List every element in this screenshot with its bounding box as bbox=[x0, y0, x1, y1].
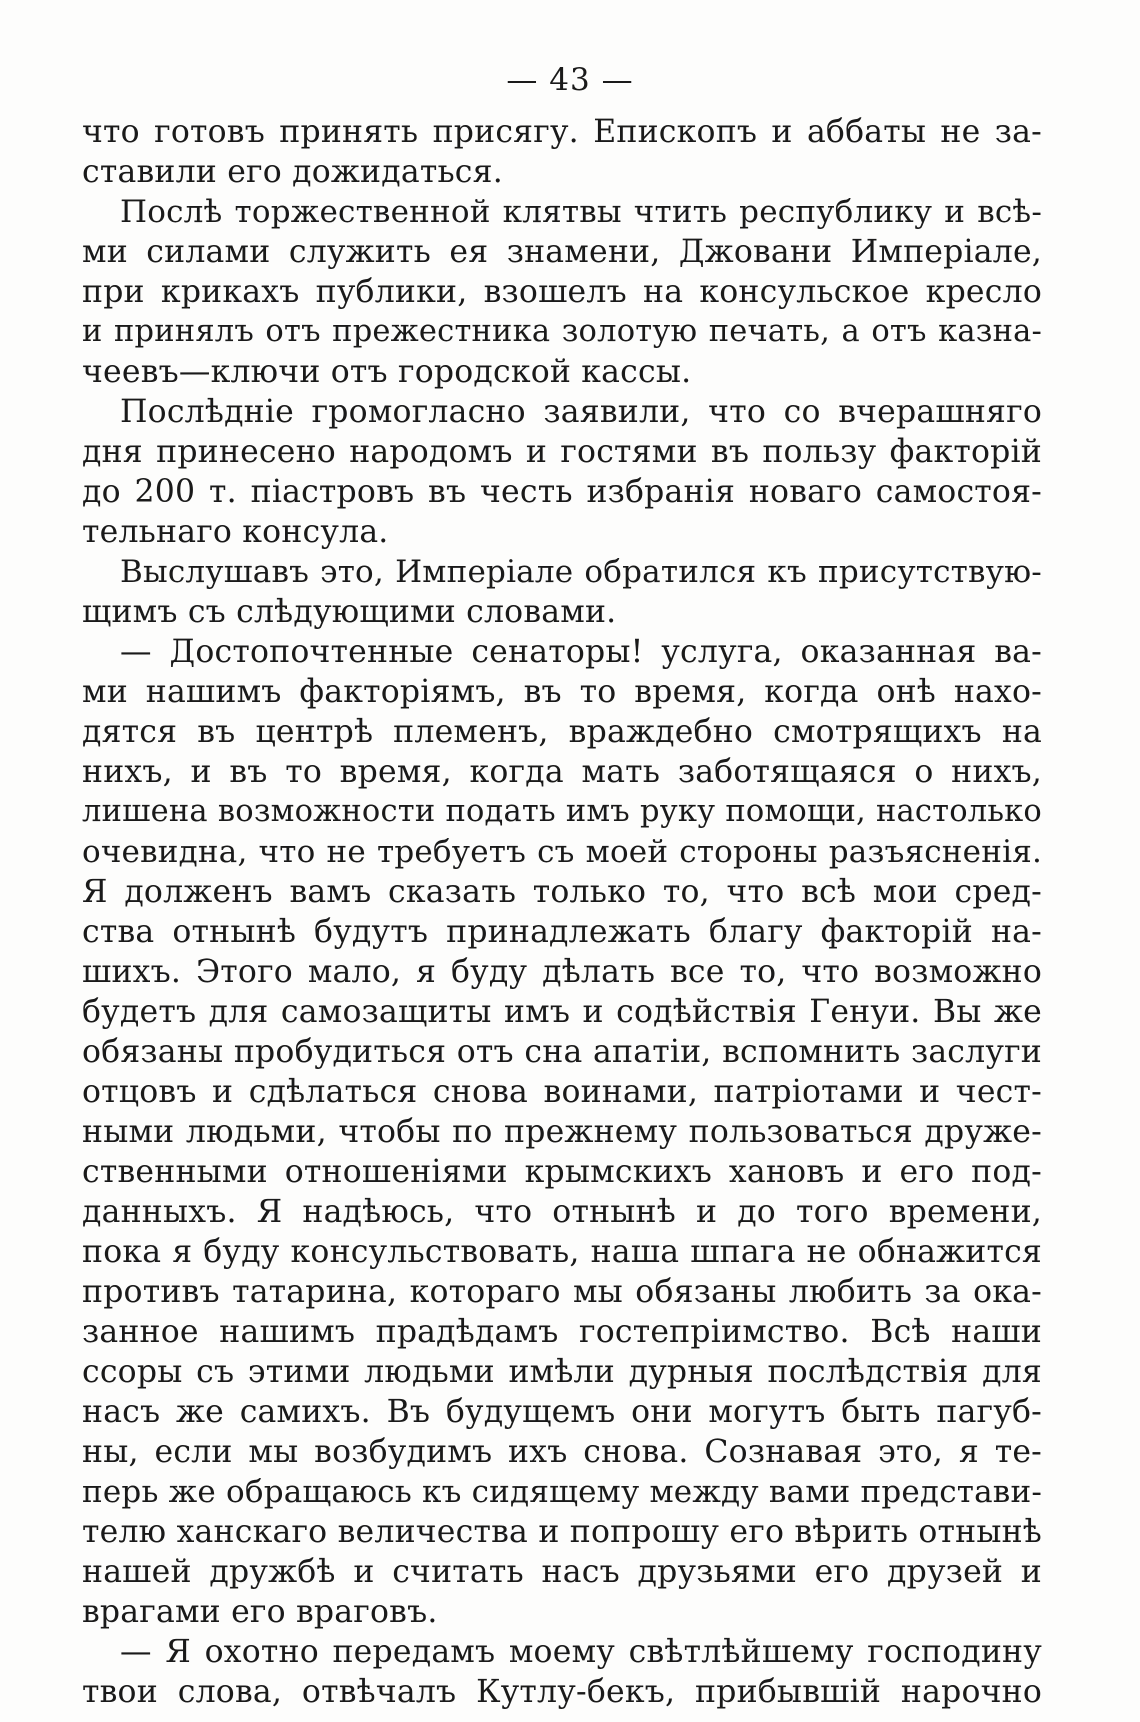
text-line: ственными отношенiями крымскихъ хановъ и его под- bbox=[82, 1154, 1042, 1190]
text-line: противъ татарина, котораго мы обязаны любить за ока- bbox=[82, 1274, 1042, 1310]
text-line: ми силами служить ея знамени, Джовани Имперiале, bbox=[82, 234, 1042, 270]
text-line: тельнаго консула. bbox=[82, 514, 389, 550]
page-body-text bbox=[82, 112, 1042, 1712]
text-line: — Я охотно передамъ моему свѣтлѣйшему господину bbox=[120, 1634, 1042, 1670]
paragraph bbox=[82, 552, 1042, 632]
text-line: обязаны пробудиться отъ сна апатiи, вспомнить заслуги bbox=[82, 1034, 1042, 1070]
text-line: занное нашимъ прадѣдамъ гостепрiимство. Всѣ наши bbox=[82, 1314, 1042, 1350]
text-line: до 200 т. пiастровъ въ честь избранiя новаго самостоя- bbox=[82, 474, 1042, 510]
paragraph bbox=[82, 192, 1042, 392]
text-line: что готовъ принять присягу. Епископъ и аббаты не за- bbox=[82, 114, 1042, 150]
text-line: лишена возможности подать имъ руку помощи, настолько bbox=[82, 794, 1042, 829]
text-line: ставили его дожидаться. bbox=[82, 154, 503, 190]
text-line: Послѣ торжественной клятвы чтить республику и всѣ- bbox=[120, 194, 1042, 230]
text-line: нихъ, и въ то время, когда мать заботящаяся о нихъ, bbox=[82, 754, 1042, 790]
text-line: будетъ для самозащиты имъ и содѣйствiя Генуи. Вы же bbox=[82, 994, 1042, 1030]
text-line: пока я буду консульствовать, наша шпага не обнажится bbox=[82, 1234, 1042, 1270]
text-line: перь же обращаюсь къ сидящему между вами представи- bbox=[82, 1474, 1042, 1510]
text-line: ссоры съ этими людьми имѣли дурныя послѣдствiя для bbox=[82, 1354, 1042, 1390]
text-line: нашей дружбѣ и считать насъ друзьями его друзей и bbox=[82, 1554, 1042, 1590]
text-line: — Достопочтенные сенаторы! услуга, оказанная ва- bbox=[120, 634, 1042, 670]
page-number: — 43 — bbox=[506, 62, 634, 98]
text-line: Послѣднiе громогласно заявили, что со вчерашняго bbox=[120, 394, 1042, 430]
text-line: при крикахъ публики, взошелъ на консульское кресло bbox=[82, 274, 1042, 310]
text-line: чеевъ—ключи отъ городской кассы. bbox=[82, 354, 692, 390]
text-line: ми нашимъ факторiямъ, въ то время, когда онѣ нахо- bbox=[82, 674, 1042, 710]
text-line: врагами его враговъ. bbox=[82, 1594, 438, 1630]
text-line: ны, если мы возбудимъ ихъ снова. Сознавая это, я те- bbox=[82, 1434, 1042, 1470]
text-line: телю ханскаго величества и попрошу его вѣрить отнынѣ bbox=[82, 1514, 1042, 1550]
paragraph bbox=[82, 632, 1042, 1632]
text-line: твои слова, отвѣчалъ Кутлу-бекъ, прибывшiй нарочно bbox=[82, 1674, 1042, 1710]
text-line: шихъ. Этого мало, я буду дѣлать все то, что возможно bbox=[82, 954, 1042, 990]
text-line: дятся въ центрѣ племенъ, враждебно смотрящихъ на bbox=[82, 714, 1042, 750]
text-line: Выслушавъ это, Имперiале обратился къ присутствую- bbox=[120, 554, 1042, 590]
text-line: данныхъ. Я надѣюсь, что отнынѣ и до того времени, bbox=[82, 1194, 1042, 1230]
text-line: ства отнынѣ будутъ принадлежать благу факторiй на- bbox=[82, 914, 1042, 950]
text-line: Я долженъ вамъ сказать только то, что всѣ мои сред- bbox=[82, 874, 1042, 910]
text-line: ными людьми, чтобы по прежнему пользоваться друже- bbox=[82, 1114, 1042, 1150]
text-line: дня принесено народомъ и гостями въ пользу факторiй bbox=[82, 434, 1042, 470]
text-line: очевидна, что не требуетъ съ моей стороны разъясненiя. bbox=[82, 834, 1042, 870]
paragraph bbox=[82, 112, 1042, 192]
paragraph bbox=[82, 1632, 1042, 1712]
text-line: отцовъ и сдѣлаться снова воинами, патрiотами и чест- bbox=[82, 1074, 1042, 1110]
text-line: и принялъ отъ прежестника золотую печать, а отъ казна- bbox=[82, 314, 1042, 349]
text-line: щимъ съ слѣдующими словами. bbox=[82, 594, 617, 630]
paragraph bbox=[82, 392, 1042, 552]
text-line: насъ же самихъ. Въ будущемъ они могутъ быть пагуб- bbox=[82, 1394, 1042, 1430]
